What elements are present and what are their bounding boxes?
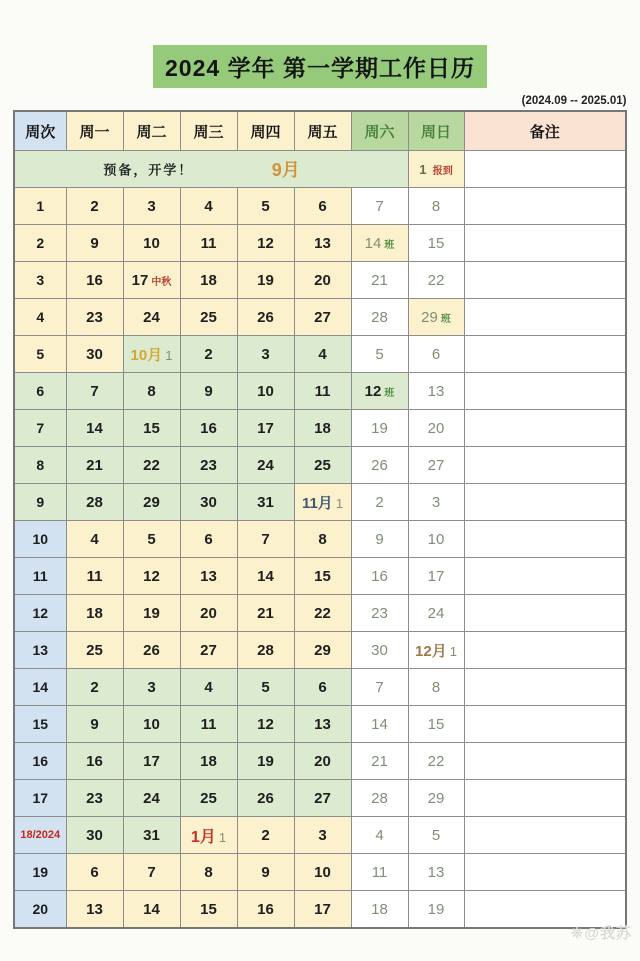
day-cell: 4	[180, 669, 237, 706]
day-cell: 14	[351, 706, 408, 743]
september-banner-cell	[14, 151, 408, 188]
day-cell: 21	[237, 595, 294, 632]
table-row	[14, 595, 626, 632]
day-cell: 22	[294, 595, 351, 632]
day-cell: 3	[237, 336, 294, 373]
day-cell: 8	[180, 854, 237, 891]
table-row	[14, 225, 626, 262]
header-remark: 备注	[464, 111, 626, 151]
page-title: 2024 学年 第一学期工作日历	[153, 45, 487, 88]
day-cell: 29 班	[408, 299, 464, 336]
day-cell: 30	[66, 336, 123, 373]
day-cell: 17	[294, 891, 351, 929]
school-start-note: 预备，开学！	[103, 162, 194, 178]
day-cell: 8	[408, 669, 464, 706]
september-label: 9月	[271, 160, 300, 180]
day-cell: 4	[180, 188, 237, 225]
day-cell: 20	[180, 595, 237, 632]
title-bar	[0, 0, 640, 88]
week-number-cell: 16	[14, 743, 66, 780]
day-cell: 3	[123, 669, 180, 706]
day-cell: 16	[180, 410, 237, 447]
table-row	[14, 743, 626, 780]
day-cell: 15	[123, 410, 180, 447]
day-cell: 12	[123, 558, 180, 595]
day-cell: 19	[351, 410, 408, 447]
day-cell: 4	[351, 817, 408, 854]
day-cell: 10	[294, 854, 351, 891]
day-cell: 4	[294, 336, 351, 373]
remark-cell	[464, 632, 626, 669]
day-cell: 7	[237, 521, 294, 558]
header-week-number: 周次	[14, 111, 66, 151]
day-cell: 25	[294, 447, 351, 484]
day-cell: 23	[66, 780, 123, 817]
week-number-cell: 19	[14, 854, 66, 891]
week-number-cell: 13	[14, 632, 66, 669]
day-cell: 8	[123, 373, 180, 410]
day-cell: 11	[351, 854, 408, 891]
table-row	[14, 669, 626, 706]
day-cell: 13	[294, 706, 351, 743]
remark-cell	[464, 225, 626, 262]
day-cell: 7	[351, 188, 408, 225]
week-number-cell: 12	[14, 595, 66, 632]
remark-cell	[464, 484, 626, 521]
table-row	[14, 521, 626, 558]
day-cell: 15	[408, 225, 464, 262]
week-number-cell: 10	[14, 521, 66, 558]
remark-cell	[464, 373, 626, 410]
day-cell: 9	[351, 521, 408, 558]
day-cell: 25	[180, 299, 237, 336]
day-cell: 29	[294, 632, 351, 669]
week-number-cell: 4	[14, 299, 66, 336]
day-cell: 28	[237, 632, 294, 669]
day-cell: 9	[180, 373, 237, 410]
september-start-row	[14, 151, 626, 188]
week-number-cell: 8	[14, 447, 66, 484]
day-cell: 5	[408, 817, 464, 854]
day-cell: 9	[66, 706, 123, 743]
day-cell: 17	[237, 410, 294, 447]
header-tuesday: 周二	[123, 111, 180, 151]
day-cell: 10	[408, 521, 464, 558]
table-row	[14, 780, 626, 817]
day-cell: 14	[123, 891, 180, 929]
header-sunday: 周日	[408, 111, 464, 151]
day-cell: 12	[237, 706, 294, 743]
day-cell: 28	[351, 780, 408, 817]
week-number-cell: 20	[14, 891, 66, 929]
day-cell: 16	[66, 262, 123, 299]
day-cell: 3	[294, 817, 351, 854]
table-row	[14, 632, 626, 669]
registration-tag: 报到	[432, 165, 453, 177]
week-number-cell: 15	[14, 706, 66, 743]
table-row	[14, 854, 626, 891]
day-cell: 23	[351, 595, 408, 632]
day-cell: 17 中秋	[123, 262, 180, 299]
day-cell: 26	[237, 780, 294, 817]
table-row	[14, 447, 626, 484]
day-cell: 15	[180, 891, 237, 929]
table-row	[14, 299, 626, 336]
day-cell: 14	[237, 558, 294, 595]
day-cell: 12	[237, 225, 294, 262]
day-cell: 23	[66, 299, 123, 336]
day-cell: 5	[237, 669, 294, 706]
day-cell: 30	[66, 817, 123, 854]
day-cell: 1月 1	[180, 817, 237, 854]
day-cell: 25	[66, 632, 123, 669]
day-cell: 12 班	[351, 373, 408, 410]
remark-cell	[464, 595, 626, 632]
day-cell: 7	[123, 854, 180, 891]
day-cell: 24	[123, 780, 180, 817]
remark-cell	[464, 336, 626, 373]
day-cell: 6	[294, 188, 351, 225]
day-cell: 13	[408, 373, 464, 410]
day-cell: 30	[351, 632, 408, 669]
remark-cell	[464, 447, 626, 484]
day-cell: 26	[237, 299, 294, 336]
day-cell: 19	[408, 891, 464, 929]
watermark	[571, 922, 632, 943]
week-number-cell: 3	[14, 262, 66, 299]
day-cell: 31	[237, 484, 294, 521]
day-cell: 16	[237, 891, 294, 929]
day-cell: 14 班	[351, 225, 408, 262]
week-number-cell: 9	[14, 484, 66, 521]
week-number-cell: 7	[14, 410, 66, 447]
remark-cell	[464, 780, 626, 817]
day-cell: 19	[237, 262, 294, 299]
day-cell: 24	[408, 595, 464, 632]
day-cell: 10	[123, 225, 180, 262]
remark-cell	[464, 743, 626, 780]
day-cell: 20	[294, 262, 351, 299]
calendar-body	[14, 151, 626, 929]
day-cell: 10	[123, 706, 180, 743]
remark-cell	[464, 669, 626, 706]
day-cell: 6	[66, 854, 123, 891]
day-cell: 19	[123, 595, 180, 632]
day-cell: 22	[408, 743, 464, 780]
week-number-cell: 14	[14, 669, 66, 706]
day-cell: 11	[180, 706, 237, 743]
day-cell: 13	[294, 225, 351, 262]
day-cell: 10月 1	[123, 336, 180, 373]
remark-cell	[464, 299, 626, 336]
week-number-cell: 5	[14, 336, 66, 373]
remark-cell	[464, 854, 626, 891]
remark-cell	[464, 151, 626, 188]
table-row	[14, 373, 626, 410]
day-cell: 18	[180, 743, 237, 780]
day-cell: 13	[408, 854, 464, 891]
day-cell: 27	[408, 447, 464, 484]
day-cell: 27	[294, 780, 351, 817]
day-cell: 18	[180, 262, 237, 299]
week-number-cell: 11	[14, 558, 66, 595]
week-number-cell: 1	[14, 188, 66, 225]
flower-logo-icon: ❋	[570, 925, 585, 942]
day-cell: 21	[66, 447, 123, 484]
remark-cell	[464, 521, 626, 558]
header-thursday: 周四	[237, 111, 294, 151]
day-cell: 28	[66, 484, 123, 521]
day-cell: 7	[66, 373, 123, 410]
day-cell: 6	[180, 521, 237, 558]
table-row	[14, 817, 626, 854]
header-friday: 周五	[294, 111, 351, 151]
day-cell: 24	[237, 447, 294, 484]
day-cell: 11	[66, 558, 123, 595]
day-cell: 2	[351, 484, 408, 521]
day-cell: 30	[180, 484, 237, 521]
table-row	[14, 558, 626, 595]
day-cell: 9	[237, 854, 294, 891]
day-cell: 5	[123, 521, 180, 558]
day-cell: 22	[408, 262, 464, 299]
week-number-cell: 17	[14, 780, 66, 817]
day-cell: 6	[294, 669, 351, 706]
day-cell: 3	[123, 188, 180, 225]
week-number-cell: 18/2024	[14, 817, 66, 854]
day-cell: 5	[351, 336, 408, 373]
day-cell: 2	[66, 188, 123, 225]
day-cell: 23	[180, 447, 237, 484]
day-cell: 13	[66, 891, 123, 929]
day-cell: 16	[66, 743, 123, 780]
day-cell: 8	[294, 521, 351, 558]
day-cell: 2	[66, 669, 123, 706]
day-cell: 7	[351, 669, 408, 706]
day-cell: 18	[294, 410, 351, 447]
day-cell: 8	[408, 188, 464, 225]
registration-day-number: 1	[419, 161, 427, 177]
day-cell: 2	[237, 817, 294, 854]
remark-cell	[464, 558, 626, 595]
watermark-text: @我苏	[584, 925, 632, 942]
table-row	[14, 336, 626, 373]
day-cell: 25	[180, 780, 237, 817]
day-cell: 10	[237, 373, 294, 410]
day-cell: 17	[123, 743, 180, 780]
table-row	[14, 188, 626, 225]
day-cell: 3	[408, 484, 464, 521]
day-cell: 15	[294, 558, 351, 595]
day-cell: 6	[408, 336, 464, 373]
table-row	[14, 706, 626, 743]
day-cell: 26	[351, 447, 408, 484]
day-cell: 5	[237, 188, 294, 225]
day-cell: 26	[123, 632, 180, 669]
date-range-subtitle: (2024.09 -- 2025.01)	[521, 95, 627, 107]
day-cell: 27	[180, 632, 237, 669]
day-cell: 31	[123, 817, 180, 854]
day-cell: 29	[408, 780, 464, 817]
day-cell: 11月 1	[294, 484, 351, 521]
day-cell: 15	[408, 706, 464, 743]
day-cell: 28	[351, 299, 408, 336]
day-cell: 13	[180, 558, 237, 595]
day-cell: 11	[294, 373, 351, 410]
day-cell: 4	[66, 521, 123, 558]
semester-calendar-table	[13, 110, 627, 929]
week-number-cell: 2	[14, 225, 66, 262]
day-cell: 14	[66, 410, 123, 447]
day-cell: 22	[123, 447, 180, 484]
table-row	[14, 410, 626, 447]
day-cell: 12月 1	[408, 632, 464, 669]
day-cell: 18	[351, 891, 408, 929]
day-cell: 18	[66, 595, 123, 632]
day-cell: 9	[66, 225, 123, 262]
remark-cell	[464, 410, 626, 447]
week-number-cell: 6	[14, 373, 66, 410]
header-monday: 周一	[66, 111, 123, 151]
table-row	[14, 484, 626, 521]
day-cell: 16	[351, 558, 408, 595]
registration-day-cell	[408, 151, 464, 188]
day-cell: 17	[408, 558, 464, 595]
day-cell: 27	[294, 299, 351, 336]
day-cell: 21	[351, 743, 408, 780]
header-wednesday: 周三	[180, 111, 237, 151]
day-cell: 24	[123, 299, 180, 336]
day-cell: 19	[237, 743, 294, 780]
day-cell: 20	[408, 410, 464, 447]
calendar-header-row	[14, 111, 626, 151]
remark-cell	[464, 817, 626, 854]
remark-cell	[464, 188, 626, 225]
remark-cell	[464, 706, 626, 743]
remark-cell	[464, 262, 626, 299]
table-row	[14, 262, 626, 299]
day-cell: 29	[123, 484, 180, 521]
day-cell: 21	[351, 262, 408, 299]
table-row	[14, 891, 626, 929]
header-saturday: 周六	[351, 111, 408, 151]
day-cell: 2	[180, 336, 237, 373]
day-cell: 11	[180, 225, 237, 262]
day-cell: 20	[294, 743, 351, 780]
